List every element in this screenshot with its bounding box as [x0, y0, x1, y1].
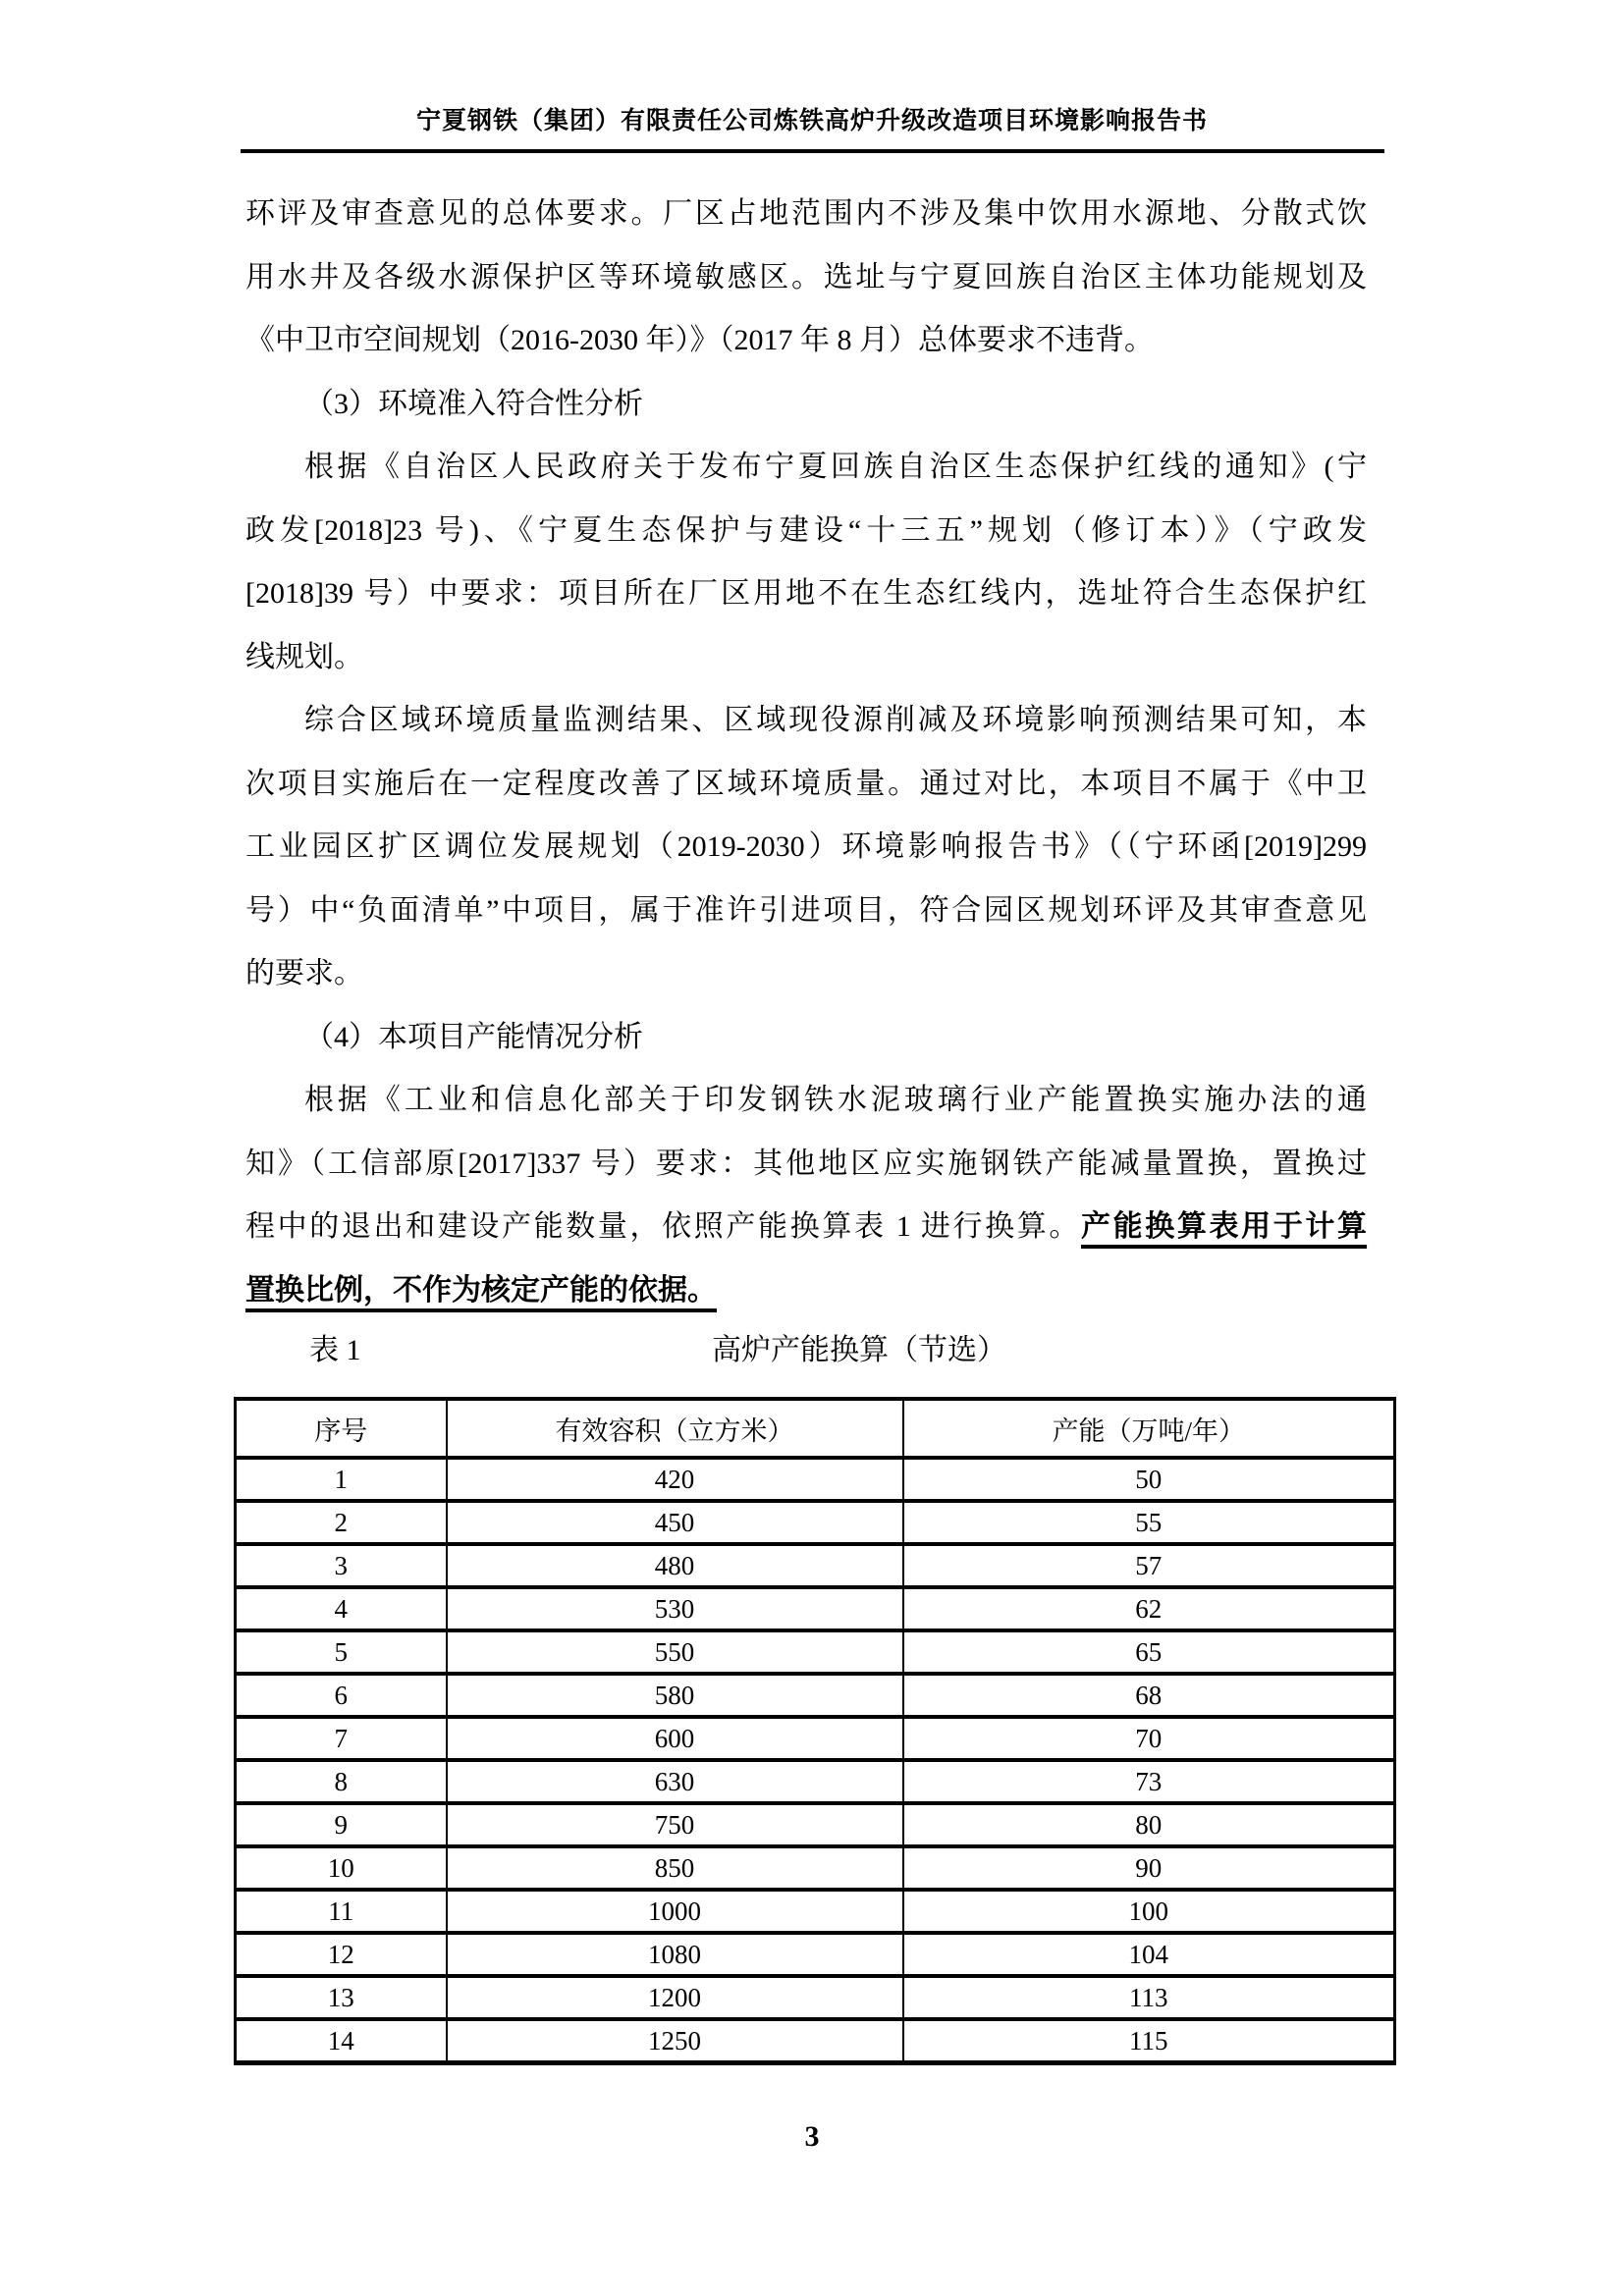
table-row — [236, 1803, 1395, 1846]
table-row — [236, 1976, 1395, 2019]
table-cell: 1250 — [447, 2019, 903, 2063]
paragraph-line: [2018]39 号）中要求：项目所在厂区用地不在生态红线内，选址符合生态保护红 — [245, 577, 1367, 610]
table-cell: 12 — [236, 1933, 447, 1976]
table-cell: 530 — [447, 1587, 903, 1630]
paragraph-line-normal: 程中的退出和建设产能数量，依照产能换算表 1 进行换算。 — [245, 1210, 1081, 1243]
table-cell: 550 — [447, 1630, 903, 1674]
table-cell: 9 — [236, 1803, 447, 1846]
table-row — [236, 1760, 1395, 1803]
column-header-volume: 有效容积（立方米） — [447, 1399, 903, 1458]
paragraph-line: 根据《自治区人民政府关于发布宁夏回族自治区生态保护红线的通知》(宁 — [304, 451, 1367, 483]
table-cell: 113 — [903, 1976, 1395, 2019]
table-cell: 68 — [903, 1674, 1395, 1717]
table-cell: 104 — [903, 1933, 1395, 1976]
table-cell: 100 — [903, 1890, 1395, 1933]
paragraph-line: 号）中“负面清单”中项目，属于准许引进项目，符合园区规划环评及其审查意见 — [245, 893, 1367, 927]
table-cell: 850 — [447, 1846, 903, 1890]
table-cell: 420 — [447, 1458, 903, 1501]
table-cell: 1200 — [447, 1976, 903, 2019]
column-header-capacity: 产能（万吨/年） — [903, 1399, 1395, 1458]
table-cell: 5 — [236, 1630, 447, 1674]
table-cell: 10 — [236, 1846, 447, 1890]
paragraph-line: 《中卫市空间规划（2016-2030 年）》（2017 年 8 月）总体要求不违背。 — [245, 324, 1154, 356]
header-rule — [241, 149, 1384, 153]
table-cell: 13 — [236, 1976, 447, 2019]
table-row — [236, 1846, 1395, 1890]
paragraph-line: 次项目实施后在一定程度改善了区域环境质量。通过对比，本项目不属于《中卫 — [245, 767, 1367, 800]
paragraph-line — [245, 1259, 1367, 1323]
paragraph-line-emphasis: 置换比例，不作为核定产能的依据。 — [245, 1273, 717, 1307]
page-number: 3 — [804, 2120, 820, 2153]
table-row — [236, 2019, 1395, 2063]
document-header-title: 宁夏钢铁（集团）有限责任公司炼铁高炉升级改造项目环境影响报告书 — [415, 108, 1208, 134]
table-cell: 55 — [903, 1501, 1395, 1544]
table-row — [236, 1933, 1395, 1976]
table-row — [236, 1674, 1395, 1717]
body-text — [245, 183, 1367, 1322]
paragraph-line: 用水井及各级水源保护区等环境敏感区。选址与宁夏回族自治区主体功能规划及 — [245, 260, 1367, 294]
table-row — [236, 1717, 1395, 1760]
capacity-table-body — [236, 1458, 1395, 2063]
table-cell: 1080 — [447, 1933, 903, 1976]
paragraph-line-emphasis: 产能换算表用于计算 — [1080, 1210, 1368, 1243]
capacity-table — [234, 1397, 1396, 2065]
table-cell: 630 — [447, 1760, 903, 1803]
paragraph-line — [245, 1196, 1367, 1259]
paragraph-line: 工业园区扩区调位发展规划（2019-2030）环境影响报告书》（（宁环函[2019]299 — [245, 830, 1367, 863]
capacity-table-header — [236, 1399, 1395, 1458]
table-cell: 7 — [236, 1717, 447, 1760]
table-caption — [245, 1327, 1367, 1374]
table-cell: 580 — [447, 1674, 903, 1717]
table-row — [236, 1501, 1395, 1544]
table-cell: 70 — [903, 1717, 1395, 1760]
paragraph-line: 的要求。 — [245, 957, 363, 989]
table-cell: 1000 — [447, 1890, 903, 1933]
column-header-index: 序号 — [236, 1399, 447, 1458]
table-title: 高炉产能换算（节选） — [712, 1334, 1006, 1366]
table-cell: 115 — [903, 2019, 1395, 2063]
paragraph-line: 根据《工业和信息化部关于印发钢铁水泥玻璃行业产能置换实施办法的通 — [304, 1084, 1367, 1116]
table-cell: 90 — [903, 1846, 1395, 1890]
table-header-row — [236, 1399, 1395, 1458]
table-cell: 450 — [447, 1501, 903, 1544]
paragraph-line: 综合区域环境质量监测结果、区域现役源削减及环境影响预测结果可知，本 — [304, 704, 1367, 736]
table-cell: 50 — [903, 1458, 1395, 1501]
section-heading: （4）本项目产能情况分析 — [304, 1020, 643, 1053]
table-row — [236, 1544, 1395, 1587]
table-cell: 73 — [903, 1760, 1395, 1803]
table-cell: 480 — [447, 1544, 903, 1587]
table-cell: 62 — [903, 1587, 1395, 1630]
table-cell: 57 — [903, 1544, 1395, 1587]
table-cell: 600 — [447, 1717, 903, 1760]
table-row — [236, 1458, 1395, 1501]
table-cell: 4 — [236, 1587, 447, 1630]
paragraph-line: 知》（工信部原[2017]337 号）要求：其他地区应实施钢铁产能减量置换，置换过 — [245, 1147, 1367, 1180]
table-row — [236, 1587, 1395, 1630]
section-heading: （3）环境准入符合性分析 — [304, 387, 643, 420]
table-cell: 1 — [236, 1458, 447, 1501]
paragraph-line: 环评及审查意见的总体要求。厂区占地范围内不涉及集中饮用水源地、分散式饮 — [245, 197, 1367, 230]
table-cell: 65 — [903, 1630, 1395, 1674]
table-cell: 80 — [903, 1803, 1395, 1846]
table-cell: 2 — [236, 1501, 447, 1544]
table-cell: 11 — [236, 1890, 447, 1933]
table-cell: 3 — [236, 1544, 447, 1587]
table-row — [236, 1630, 1395, 1674]
paragraph-line: 政发[2018]23 号)、《宁夏生态保护与建设“十三五”规划（修订本）》（宁政发 — [245, 513, 1367, 547]
table-cell: 6 — [236, 1674, 447, 1717]
paragraph-line: 线规划。 — [245, 640, 363, 673]
table-cell: 8 — [236, 1760, 447, 1803]
table-label: 表 1 — [309, 1334, 361, 1366]
table-row — [236, 1890, 1395, 1933]
table-cell: 750 — [447, 1803, 903, 1846]
table-cell: 14 — [236, 2019, 447, 2063]
